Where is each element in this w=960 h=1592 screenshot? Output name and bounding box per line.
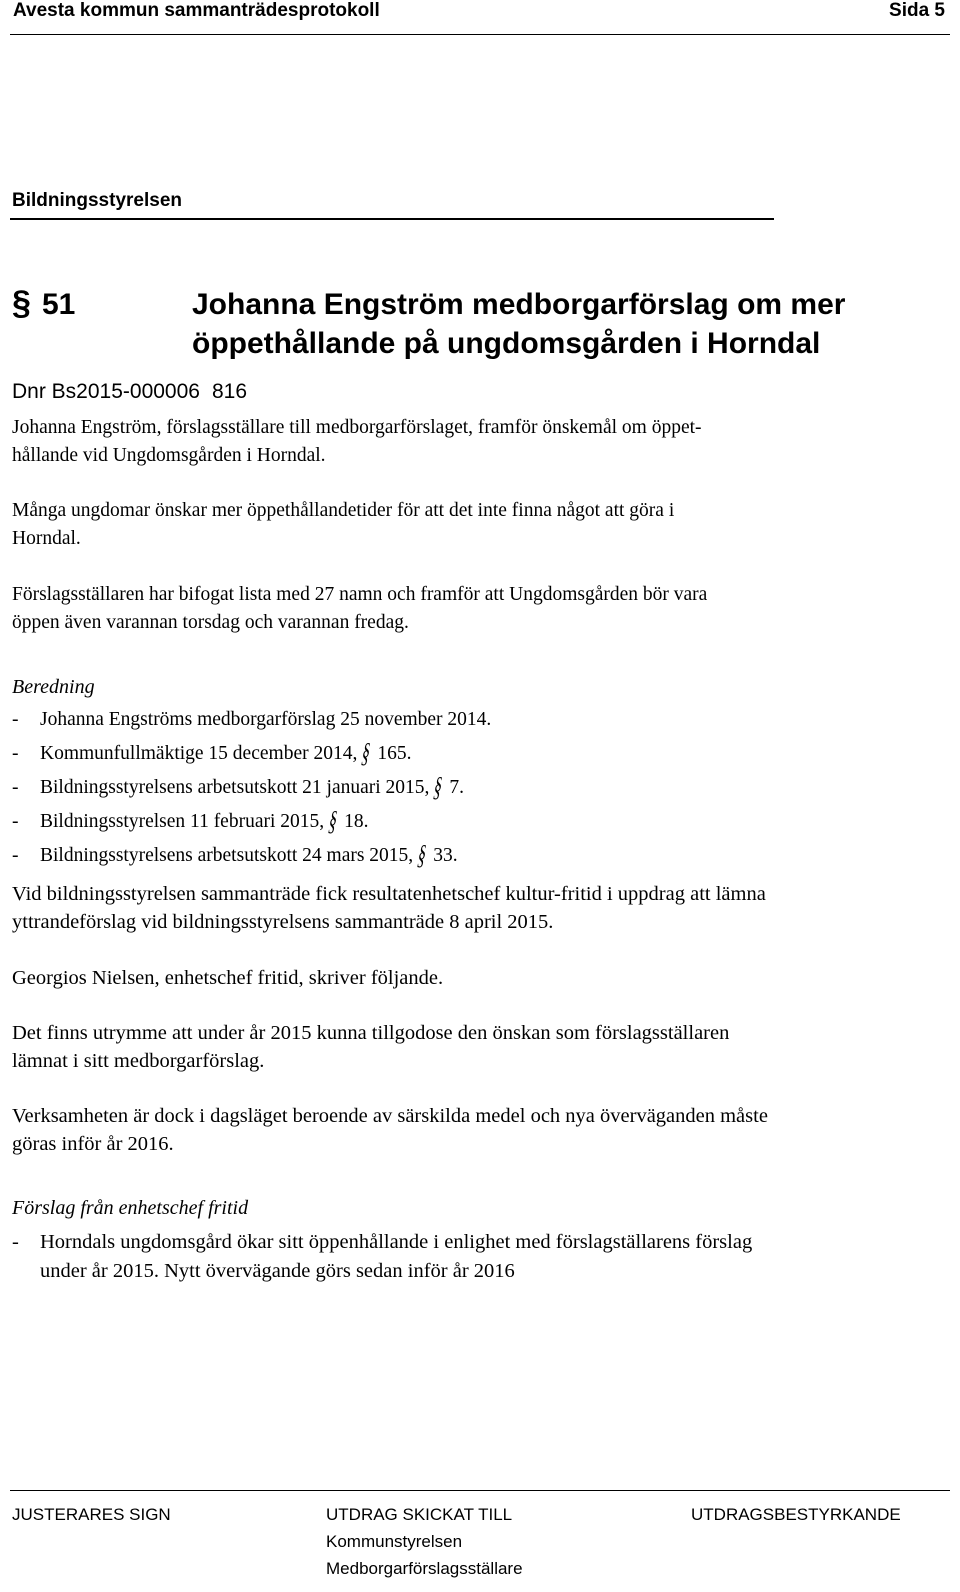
paragraph-petition xyxy=(12,581,912,637)
beredning-item-number: 165. xyxy=(377,743,412,764)
paragraph-author: Georgios Nielsen, enhetschef fritid, skriver följande. xyxy=(12,967,444,989)
paragraph-line: Förslagsställaren har bifogat lista med 27 namn och framför att Ungdomsgården bör vara xyxy=(12,584,708,605)
section-number: 51 xyxy=(42,288,76,321)
paragraph-symbol-inline: § xyxy=(431,772,446,803)
page-number: Sida 5 xyxy=(889,0,945,21)
beredning-item xyxy=(12,706,491,734)
dnr-reference xyxy=(12,378,247,406)
header-divider xyxy=(10,34,950,35)
beredning-item-text: Kommunfullmäktige 15 december 2014, xyxy=(40,743,358,764)
beredning-item-number: 7. xyxy=(449,777,465,798)
section-title xyxy=(192,285,912,363)
paragraph-line: Verksamheten är dock i dagsläget beroende av särskilda medel och nya överväganden måste xyxy=(12,1105,768,1127)
beredning-item-text: Bildningsstyrelsens arbetsutskott 21 januari 2015, xyxy=(40,777,430,798)
paragraph-line: hållande vid Ungdomsgården i Horndal. xyxy=(12,445,326,466)
footer-distribution xyxy=(326,1501,523,1582)
beredning-item xyxy=(12,740,411,768)
paragraph-assignment xyxy=(12,880,912,936)
paragraph-line: göras inför år 2016. xyxy=(12,1133,174,1155)
beredning-item-text: Bildningsstyrelsens arbetsutskott 24 mars 2015, xyxy=(40,845,414,866)
beredning-item xyxy=(12,808,369,836)
list-dash: - xyxy=(12,845,19,866)
list-dash: - xyxy=(12,709,19,730)
beredning-item-number: 18. xyxy=(344,811,369,832)
beredning-item xyxy=(12,774,464,802)
paragraph-symbol-inline: § xyxy=(359,738,374,769)
paragraph-line: Horndals ungdomsgård ökar sitt öppenhållande i enlighet med förslagställarens förslag xyxy=(40,1231,753,1253)
proposal-item xyxy=(12,1228,920,1286)
paragraph-funding xyxy=(12,1102,912,1158)
committee-heading-underline xyxy=(10,218,774,220)
proposal-heading: Förslag från enhetschef fritid xyxy=(12,1197,249,1219)
committee-heading: Bildningsstyrelsen xyxy=(12,190,182,211)
beredning-item-number: 33. xyxy=(433,845,458,866)
proposal-text xyxy=(12,1228,920,1286)
beredning-item-text: Johanna Engströms medborgarförslag 25 november 2014. xyxy=(40,709,492,730)
paragraph-youth xyxy=(12,497,912,553)
paragraph-line: Vid bildningsstyrelsen sammanträde fick resultatenhetschef kultur-fritid i uppdrag att lämna xyxy=(12,883,766,905)
list-dash: - xyxy=(12,811,19,832)
paragraph-line: Johanna Engström, förslagsställare till medborgarförslaget, framför önskemål om öppet- xyxy=(12,417,702,438)
paragraph-line: lämnat i sitt medborgarförslag. xyxy=(12,1050,265,1072)
paragraph-line: under år 2015. Nytt övervägande görs sedan inför år 2016 xyxy=(40,1260,515,1282)
list-dash: - xyxy=(12,777,19,798)
beredning-item xyxy=(12,842,458,870)
paragraph-symbol-inline: § xyxy=(415,840,430,871)
footer-recipient: Kommunstyrelsen xyxy=(326,1532,463,1551)
dnr-label: Dnr Bs2015-000006 xyxy=(12,380,200,403)
paragraph-symbol-inline: § xyxy=(326,806,341,837)
paragraph-line: öppen även varannan torsdag och varannan fredag. xyxy=(12,612,409,633)
paragraph-line: yttrandeförslag vid bildningsstyrelsens sammanträde 8 april 2015. xyxy=(12,911,554,933)
paragraph-capacity xyxy=(12,1019,912,1075)
footer-divider xyxy=(10,1490,950,1491)
section-title-line2: öppethållande på ungdomsgården i Horndal xyxy=(192,327,821,360)
footer-recipient: Medborgarförslagsställare xyxy=(326,1559,523,1578)
paragraph-line: Många ungdomar önskar mer öppethållandetider för att det inte finna något att göra i xyxy=(12,500,675,521)
document-header-title: Avesta kommun sammanträdesprotokoll xyxy=(13,0,380,21)
footer-signature-label: JUSTERARES SIGN xyxy=(12,1505,171,1524)
footer-certification-label: UTDRAGSBESTYRKANDE xyxy=(691,1505,901,1524)
list-dash: - xyxy=(12,743,19,764)
list-dash: - xyxy=(12,1231,19,1253)
beredning-item-text: Bildningsstyrelsen 11 februari 2015, xyxy=(40,811,325,832)
paragraph-symbol: § xyxy=(12,284,31,322)
paragraph-line: Horndal. xyxy=(12,528,81,549)
beredning-heading: Beredning xyxy=(12,676,95,698)
section-title-line1: Johanna Engström medborgarförslag om mer xyxy=(192,288,846,321)
footer-distribution-title: UTDRAG SKICKAT TILL xyxy=(326,1505,513,1524)
dnr-code: 816 xyxy=(211,380,248,403)
paragraph-intro xyxy=(12,414,912,470)
paragraph-line: Det finns utrymme att under år 2015 kunna tillgodose den önskan som förslagsställaren xyxy=(12,1022,730,1044)
